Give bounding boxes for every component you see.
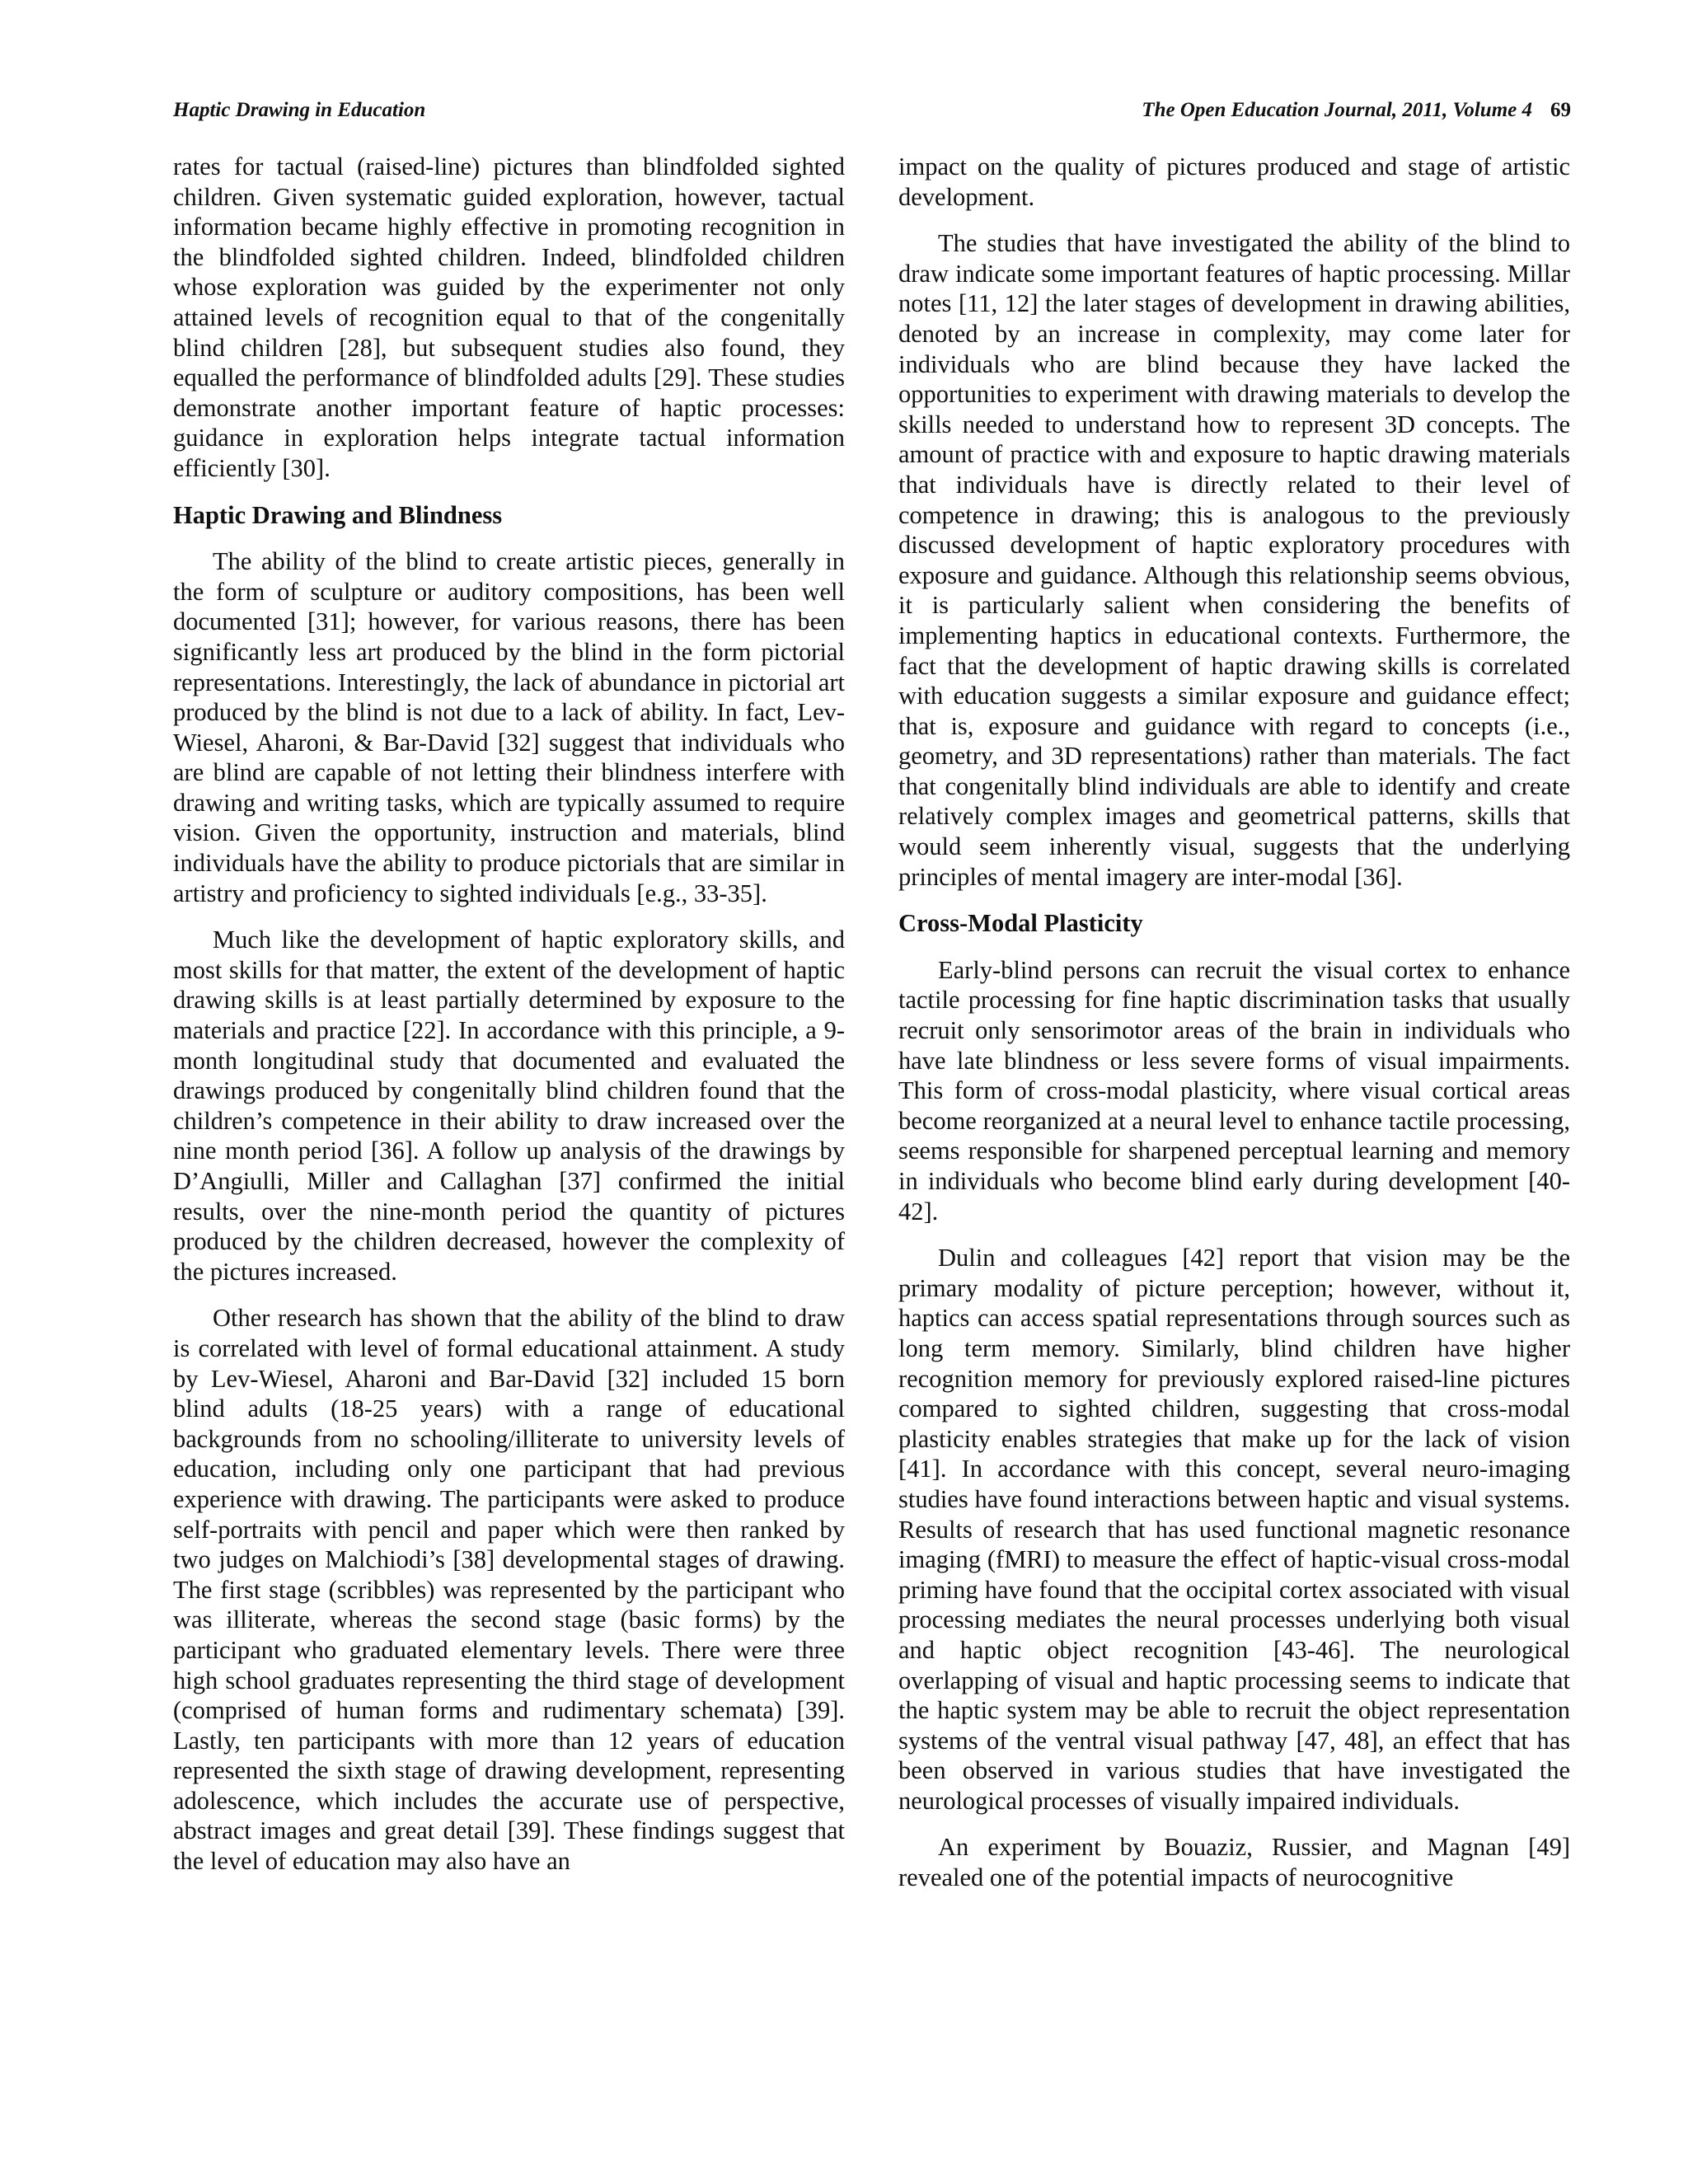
paragraph: Much like the development of haptic exploratory skills, and most skills for that matter, the extent of the development of haptic drawing skills is at least partially determined by exposure to the materials and practice [22]. In accordance with this principle, a 9-month longitudinal study that documented and evaluated the drawings produced by congenitally blind children found that the children’s competence in their ability to draw increased over the nine month period [36]. A follow up analysis of the drawings by D’Angiulli, Miller and Callaghan [37] confirmed the initial results, over the nine-month period the quantity of pictures produced by the children decreased, however the complexity of the pictures increased. xyxy=(173,926,845,1286)
left-column xyxy=(173,152,845,1893)
paragraph: An experiment by Bouaziz, Russier, and Magnan [49] revealed one of the potential impacts of neurocognitive xyxy=(898,1833,1570,1892)
right-column xyxy=(898,152,1570,1910)
page-number: 69 xyxy=(1550,99,1571,121)
journal-header xyxy=(1142,99,1571,122)
paragraph: impact on the quality of pictures produced and stage of artistic development. xyxy=(898,152,1570,211)
journal-citation: The Open Education Journal, 2011, Volume 4 xyxy=(1142,99,1532,121)
section-heading: Haptic Drawing and Blindness xyxy=(173,500,503,529)
running-title: Haptic Drawing in Education xyxy=(173,99,426,121)
section-heading: Cross-Modal Plasticity xyxy=(898,909,1143,938)
paragraph: The studies that have investigated the ability of the blind to draw indicate some important features of haptic processing. Millar notes [11, 12] the later stages of development in drawing abilities, denoted by an increase in complexity, may come later for individuals who are blind because they have lacked the opportunities to experiment with drawing materials to develop the skills needed to understand how to represent 3D concepts. The amount of practice with and exposure to haptic drawing materials that individuals have is directly related to their level of competence in drawing; this is analogous to the previously discussed development of haptic exploratory procedures with exposure and guidance. Although this relationship seems obvious, it is particularly salient when considering the benefits of implementing haptics in educational contexts. Furthermore, the fact that the development of haptic drawing skills is correlated with education suggests a similar exposure and guidance effect; that is, exposure and guidance with regard to concepts (i.e., geometry, and 3D representations) rather than materials. The fact that congenitally blind individuals are able to identify and create relatively complex images and geometrical patterns, skills that would seem inherently visual, suggests that the underlying principles of mental imagery are inter-modal [36]. xyxy=(898,229,1570,891)
paragraph: The ability of the blind to create artistic pieces, generally in the form of sculpture or auditory compositions, has been well documented [31]; however, for various reasons, there has been significantly less art produced by the blind in the form pictorial representations. Interestingly, the lack of abundance in pictorial art produced by the blind is not due to a lack of ability. In fact, Lev-Wiesel, Aharoni, & Bar-David [32] suggest that individuals who are blind are capable of not letting their blindness interfere with drawing and writing tasks, which are typically assumed to require vision. Given the opportunity, instruction and materials, blind individuals have the ability to produce pictorials that are similar in artistry and proficiency to sighted individuals [e.g., 33-35]. xyxy=(173,547,845,907)
paragraph: rates for tactual (raised-line) pictures than blindfolded sighted children. Given systematic guided exploration, however, tactual information became highly effective in promoting recognition in the blindfolded sighted children. Indeed, blindfolded children whose exploration was guided by the experimenter not only attained levels of recognition equal to that of the congenitally blind children [28], but subsequent studies also found, they equalled the performance of blindfolded adults [29]. These studies demonstrate another important feature of haptic processes: guidance in exploration helps integrate tactual information efficiently [30]. xyxy=(173,152,845,482)
paragraph: Early-blind persons can recruit the visual cortex to enhance tactile processing for fine haptic discrimination tasks that usually recruit only sensorimotor areas of the brain in individuals who have late blindness or less severe forms of visual impairments. This form of cross-modal plasticity, where visual cortical areas become reorganized at a neural level to enhance tactile processing, seems responsible for sharpened perceptual learning and memory in individuals who become blind early during development [40-42]. xyxy=(898,955,1570,1226)
paragraph: Other research has shown that the ability of the blind to draw is correlated with level of formal educational attainment. A study by Lev-Wiesel, Aharoni and Bar-David [32] included 15 born blind adults (18-25 years) with a range of educational backgrounds from no schooling/illiterate to university levels of education, including only one participant that had previous experience with drawing. The participants were asked to produce self-portraits with pencil and paper which were then ranked by two judges on Malchiodi’s [38] developmental stages of drawing. The first stage (scribbles) was represented by the participant who was illiterate, whereas the second stage (basic forms) by the participant who graduated elementary levels. There were three high school graduates representing the third stage of development (comprised of human forms and rudimentary schemata) [39]. Lastly, ten participants with more than 12 years of education represented the sixth stage of drawing development, representing adolescence, which includes the accurate use of perspective, abstract images and great detail [39]. These findings suggest that the level of education may also have an xyxy=(173,1304,845,1876)
paragraph: Dulin and colleagues [42] report that vision may be the primary modality of picture perception; however, without it, haptics can access spatial representations through sources such as long term memory. Similarly, blind children have higher recognition memory for previously explored raised-line pictures compared to sighted children, suggesting that cross-modal plasticity enables strategies that make up for the lack of vision [41]. In accordance with this concept, several neuro-imaging studies have found interactions between haptic and visual systems. Results of research that has used functional magnetic resonance imaging (fMRI) to measure the effect of haptic-visual cross-modal priming have found that the occipital cortex associated with visual processing mediates the neural processes underlying both visual and haptic object recognition [43-46]. The neurological overlapping of visual and haptic processing seems to indicate that the haptic system may be able to recruit the object representation systems of the ventral visual pathway [47, 48], an effect that has been observed in various studies that have investigated the neurological processes of visually impaired individuals. xyxy=(898,1244,1570,1815)
